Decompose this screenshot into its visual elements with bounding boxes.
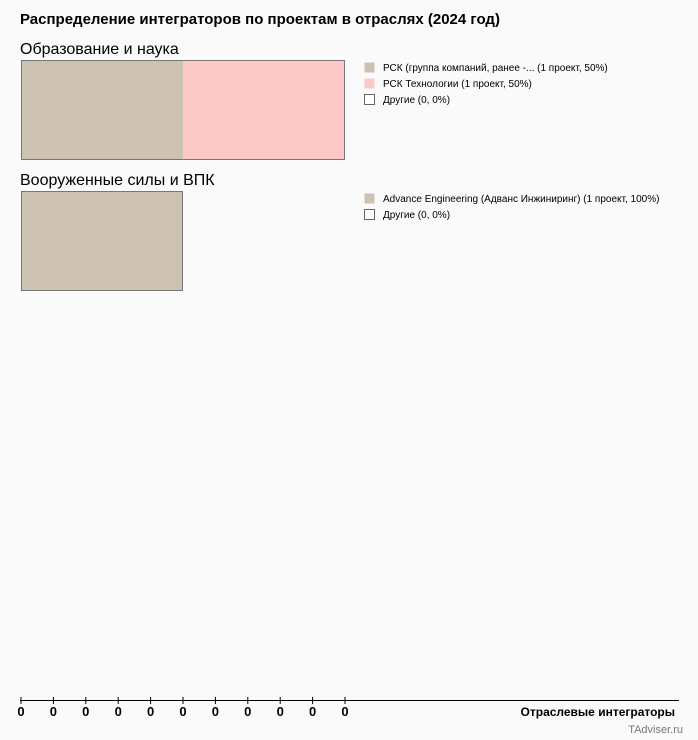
chart-title: Распределение интеграторов по проектам в отраслях (2024 год) xyxy=(20,11,500,28)
legend-label: Другие (0, 0%) xyxy=(383,210,451,221)
x-tick-label: 0 xyxy=(146,704,155,719)
legend-swatch xyxy=(365,79,375,89)
bar-segment[interactable] xyxy=(21,60,183,160)
groups xyxy=(20,41,659,291)
legend-label: РСК (группа компаний, ранее -... (1 проект, 50%) xyxy=(383,63,608,74)
legend-swatch xyxy=(365,194,375,204)
x-tick-label: 0 xyxy=(114,704,122,719)
watermark: TAdviser.ru xyxy=(628,724,683,736)
legend-label: Advance Engineering (Адванс Инжиниринг) (1 проект, 100%) xyxy=(383,194,660,205)
group-0 xyxy=(20,41,608,160)
x-tick-label: 0 xyxy=(49,704,58,719)
group-1 xyxy=(20,172,659,291)
x-tick-label: 0 xyxy=(211,704,220,719)
legend-swatch xyxy=(365,63,375,73)
x-tick-label: 0 xyxy=(276,704,284,719)
legend-swatch xyxy=(365,210,375,220)
x-tick-label: 0 xyxy=(17,704,25,719)
x-tick-label: 0 xyxy=(244,704,252,719)
x-tick-label: 0 xyxy=(341,704,349,719)
bar-segment[interactable] xyxy=(183,60,345,160)
x-tick-label: 0 xyxy=(179,704,187,719)
bar-segment[interactable] xyxy=(21,191,183,291)
x-tick-label: 0 xyxy=(308,704,317,719)
x-axis-label: Отраслевые интеграторы xyxy=(520,705,675,719)
x-tick-label: 0 xyxy=(82,704,90,719)
group-title: Вооруженные силы и ВПК xyxy=(20,172,215,189)
group-title: Образование и наука xyxy=(20,41,179,58)
legend-swatch xyxy=(365,95,375,105)
legend-label: Другие (0, 0%) xyxy=(383,95,451,106)
legend-label: РСК Технологии (1 проект, 50%) xyxy=(383,79,532,90)
